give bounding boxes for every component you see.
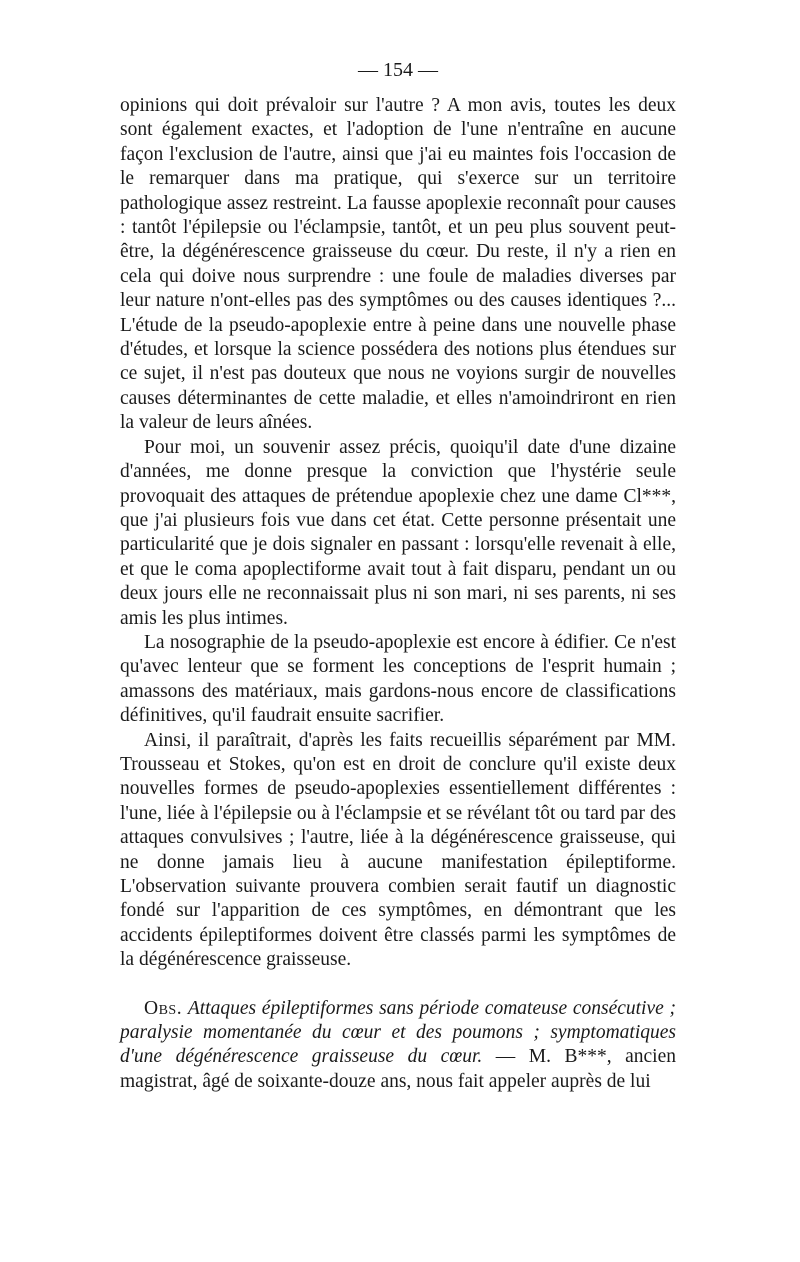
observation-paragraph (120, 997, 676, 1095)
section-gap (120, 973, 676, 997)
paragraph-1: opinions qui doit prévaloir sur l'autre ? A mon avis, toutes les deux sont également exactes, et l'adoption de l'une n'entraîne en aucune façon l'exclusion de l'autre, ainsi que j'ai eu maintes fois l'occasion de le remarquer dans ma pratique, qui s'exerce sur un territoire pathologique assez restreint. La fausse apoplexie reconnaît pour causes : tantôt l'épilepsie ou l'éclampsie, tantôt, et un peu plus souvent peut-être, la dégénérescence graisseuse du cœur. Du reste, il n'y a rien en cela qui doive nous surprendre : une foule de maladies diverses par leur nature n'ont-elles pas des symptômes ou des causes identiques ?... L'étude de la pseudo-apoplexie entre à peine dans une nouvelle phase d'études, et lorsque la science possédera des notions plus étendues sur ce sujet, il n'est pas douteux que nous ne voyions surgir de nouvelles causes déterminantes de cette maladie, et elles n'amoindriront en rien la valeur de leurs aînées. (120, 95, 676, 434)
page-number: — 154 — (358, 59, 438, 81)
observation-label: Obs. (144, 997, 183, 1019)
paragraph-3: La nosographie de la pseudo-apoplexie est encore à édifier. Ce n'est qu'avec lenteur que se forment les conceptions de l'esprit humain ; amassons des matériaux, mais gardons-nous encore de classifications définitives, qu'il faudrait ensuite sacrifier. (120, 631, 676, 727)
paragraph-2: Pour moi, un souvenir assez précis, quoiqu'il date d'une dizaine d'années, me donne presque la conviction que l'hystérie seule provoquait des attaques de prétendue apoplexie chez une dame Cl***, que j'ai plusieurs fois vue dans cet état. Cette personne présentait une particularité que je dois signaler en passant : lorsqu'elle revenait à elle, et que le coma apoplectiforme avait tout à fait disparu, pendant un ou deux jours elle ne reconnaissait plus ni son mari, ni ses parents, ni ses amis les plus intimes. (120, 436, 676, 629)
book-page (120, 58, 676, 1094)
paragraph-4: Ainsi, il paraîtrait, d'après les faits recueillis séparément par MM. Trousseau et Stokes, qu'on est en droit de conclure qu'il existe deux nouvelles formes de pseudo-apoplexies essentiellement différentes : l'une, liée à l'épilepsie ou à l'éclampsie et se révélant tôt ou tard par des attaques convulsives ; l'autre, liée à la dégénérescence graisseuse, qui ne donne jamais lieu à aucune manifestation épileptiforme. L'observation suivante prouvera combien serait fautif un diagnostic fondé sur l'apparition de ces symptômes, en démontrant que les accidents épileptiformes doivent être classés parmi les symptômes de la dégénérescence graisseuse. (120, 729, 676, 971)
observation-title: Attaques épileptiformes sans période comateuse consécutive ; paralysie momentanée du cœur et des poumons ; symptomatiques d'une dégénérescence graisseuse du cœur. (120, 997, 677, 1068)
observation-text: — M. B***, ancien magistrat, âgé de soixante-douze ans, nous fait appeler auprès de lui (120, 1046, 677, 1092)
